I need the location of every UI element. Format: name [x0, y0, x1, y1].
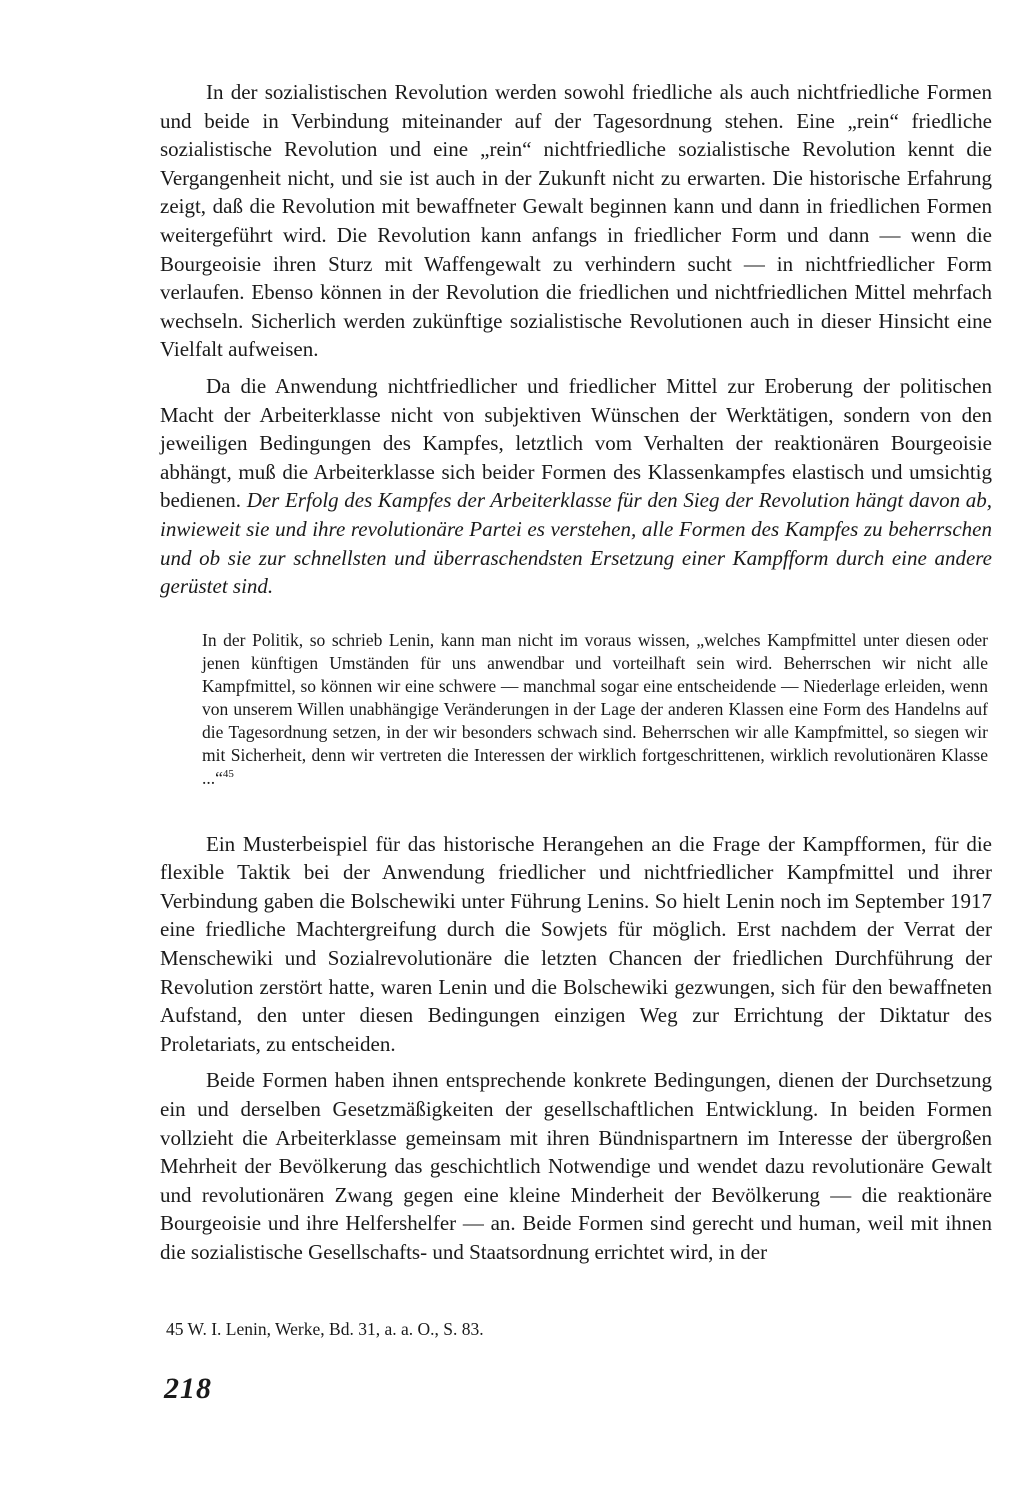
- paragraph-1: [160, 78, 992, 364]
- quote-footnote-ref: 45: [222, 767, 234, 780]
- paragraph-1-text: In der sozialistischen Revolution werden sowohl friedliche als auch nichtfriedliche Formen und beide in Verbindung miteinander auf der Tagesordnung stehen. Eine „rein“ friedliche sozialistische Revolution und eine „rein“ nichtfriedliche sozialistische Revolution kennt die Vergangenheit nicht, und sie ist auch in der Zukunft nicht zu erwarten. Die historische Erfahrung zeigt, daß die Revolution mit bewaffneter Gewalt beginnen kann und dann in friedlichen Formen weitergeführt wird. Die Revolution kann anfangs in friedlicher Form und dann — wenn die Bourgeoisie ihren Sturz mit Waffengewalt zu verhindern sucht — in nichtfriedlicher Form verlaufen. Ebenso können in der Revolution die friedlichen und nichtfriedlichen Mittel mehrfach wechseln. Sicherlich werden zukünftige sozialistische Revolutionen auch in dieser Hinsicht eine Vielfalt aufweisen.: [160, 80, 992, 362]
- page-number: 218: [164, 1372, 212, 1405]
- footnote: 45 W. I. Lenin, Werke, Bd. 31, a. a. O., S. 83.: [166, 1319, 484, 1339]
- paragraph-4-text: Beide Formen haben ihnen entsprechende konkrete Bedingungen, dienen der Durchsetzung ein und derselben Gesetzmäßigkeiten der gesellschaftlichen Entwicklung. In beiden Formen vollzieht die Arbeiterklasse gemeinsam mit ihren Bündnispartnern im Interesse der übergroßen Mehrheit der Bevölkerung das geschichtlich Notwendige und wendet dazu revolutionäre Gewalt und revolutionären Zwang gegen eine kleine Minderheit der Bevölkerung — die reaktionäre Bourgeoisie und ihre Helfershelfer — an. Beide Formen sind gerecht und human, weil mit ihnen die sozialistische Gesellschafts- und Staatsordnung errichtet wird, in der: [160, 1068, 992, 1264]
- paragraph-3-text: Ein Musterbeispiel für das historische Herangehen an die Frage der Kampfformen, für die flexible Taktik bei der Anwendung friedlicher und nichtfriedlicher Kampfmittel und ihrer Verbindung gaben die Bolschewiki unter Führung Lenins. So hielt Lenin noch im September 1917 eine friedliche Machtergreifung durch die Sowjets für möglich. Erst nachdem der Verrat der Menschewiki und Sozialrevolutionäre die letzten Chancen der friedlichen Durchführung der Revolution zerstört hatte, waren Lenin und die Bolschewiki gezwungen, sich für den bewaffneten Aufstand, den unter diesen Bedingungen einzigen Weg zur Errichtung der Diktatur des Proletariats, zu entscheiden.: [160, 831, 992, 1056]
- paragraph-2-text: Da die Anwendung nichtfriedlicher und friedlicher Mittel zur Eroberung der politischen Macht der Arbeiterklasse nicht von subjektiven Wünschen der Werktätigen, sondern von den jeweiligen Bedingungen des Kampfes, letztlich vom Verhalten der reaktionären Bourgeoisie abhängt, muß die Arbeiterklasse sich beider Formen des Klassenkampfes elastisch und umsichtig bedienen.: [160, 373, 992, 513]
- lenin-quote: [202, 629, 988, 790]
- paragraph-3: [160, 830, 992, 1059]
- paragraph-2-emphasis: Der Erfolg des Kampfes der Arbeiterklasse für den Sieg der Revolution hängt davon ab, inwieweit sie und ihre revolutionäre Partei es verstehen, alle Formen des Kampfes zu beherrschen und ob sie zur schnellsten und überraschendsten Ersetzung einer Kampfform durch eine andere gerüstet sind.: [160, 488, 993, 599]
- page-body: [160, 78, 992, 1275]
- quote-text: In der Politik, so schrieb Lenin, kann man nicht im voraus wissen, „welches Kampfmittel unter diesen oder jenen künftigen Umständen für uns anwendbar und vorteilhaft sein wird. Beherrschen wir nicht alle Kampfmittel, so können wir eine schwere — manchmal sogar eine entscheidende — Niederlage erleiden, wenn von unserem Willen unabhängige Veränderungen in der Lage der anderen Klassen eine Form des Handelns auf die Tagesordnung setzen, in der wir besonders schwach sind. Beherrschen wir alle Kampfmittel, so siegen wir mit Sicherheit, denn wir vertreten die Interessen der wirklich fortgeschrittenen, wirklich revolutionären Klasse ...“: [202, 629, 988, 788]
- paragraph-4: [160, 1066, 992, 1266]
- paragraph-2: [160, 372, 992, 601]
